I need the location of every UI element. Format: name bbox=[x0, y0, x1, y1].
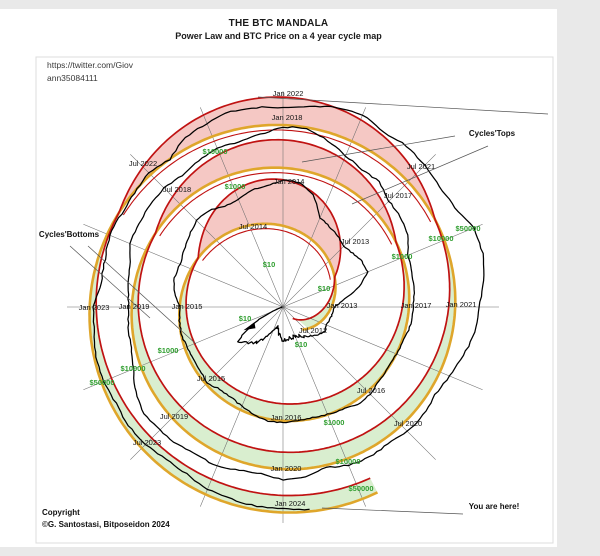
date-label: Jan 2023 bbox=[78, 303, 110, 312]
date-label: Jul 2017 bbox=[383, 191, 413, 200]
price-ring-label: $10000 bbox=[335, 457, 361, 466]
date-label: Jan 2021 bbox=[445, 300, 477, 309]
price-ring-label: $50000 bbox=[89, 378, 115, 387]
date-label: Jul 2020 bbox=[393, 419, 423, 428]
annotation-label: Cycles'Tops bbox=[468, 129, 516, 138]
price-series-start-arrow bbox=[243, 322, 255, 330]
date-label: Jan 2014 bbox=[273, 177, 305, 186]
copyright-note bbox=[42, 507, 170, 531]
price-ring-label: $1000 bbox=[391, 252, 413, 261]
price-ring-label: $10 bbox=[262, 260, 276, 269]
price-ring-label: $1000 bbox=[323, 418, 345, 427]
date-label: Jul 2015 bbox=[196, 374, 226, 383]
date-label: Jul 2014 bbox=[238, 222, 268, 231]
price-ring-label: $1000 bbox=[157, 346, 179, 355]
twitter-handle bbox=[47, 59, 133, 85]
twitter-handle-line1: https://twitter.com/Giov bbox=[47, 60, 133, 70]
date-label: Jul 2023 bbox=[132, 438, 162, 447]
copyright-line2: ©G. Santostasi, Bitposeidon 2024 bbox=[42, 520, 170, 529]
copyright-line1: Copyright bbox=[42, 508, 80, 517]
chart-title: THE BTC MANDALA bbox=[228, 18, 329, 29]
date-label: Jul 2016 bbox=[356, 386, 386, 395]
date-label: Jan 2024 bbox=[274, 499, 306, 508]
price-ring-label: $10000 bbox=[428, 234, 454, 243]
annotation-label: Cycles'Bottoms bbox=[38, 230, 100, 239]
chart-subtitle: Power Law and BTC Price on a 4 year cycle map bbox=[175, 31, 382, 41]
chart-header bbox=[0, 18, 557, 41]
annotation-pointer-line bbox=[322, 508, 463, 514]
price-ring-label: $1000 bbox=[224, 182, 246, 191]
date-label: Jan 2015 bbox=[171, 302, 203, 311]
date-label: Jan 2019 bbox=[118, 302, 150, 311]
price-ring-label: $10000 bbox=[120, 364, 146, 373]
price-ring-label: $10000 bbox=[202, 147, 228, 156]
date-label: Jan 2018 bbox=[271, 113, 303, 122]
date-label: Jul 2019 bbox=[159, 412, 189, 421]
date-label: Jul 2021 bbox=[406, 162, 436, 171]
date-label: Jul 2012 bbox=[298, 326, 328, 335]
date-label: Jan 2013 bbox=[326, 301, 358, 310]
date-label: Jan 2016 bbox=[270, 413, 302, 422]
date-label: Jan 2017 bbox=[400, 301, 432, 310]
date-label: Jan 2022 bbox=[272, 89, 304, 98]
date-label: Jan 2020 bbox=[270, 464, 302, 473]
price-ring-label: $50000 bbox=[348, 484, 374, 493]
date-label: Jul 2018 bbox=[162, 185, 192, 194]
price-ring-label: $10 bbox=[294, 340, 308, 349]
price-ring-label: $10 bbox=[317, 284, 331, 293]
price-ring-label: $50000 bbox=[455, 224, 481, 233]
annotation-label: You are here! bbox=[468, 502, 520, 511]
price-ring-label: $10 bbox=[238, 314, 252, 323]
twitter-handle-line2: ann35084111 bbox=[47, 73, 98, 83]
date-label: Jul 2022 bbox=[128, 159, 158, 168]
date-label: Jul 2013 bbox=[340, 237, 370, 246]
